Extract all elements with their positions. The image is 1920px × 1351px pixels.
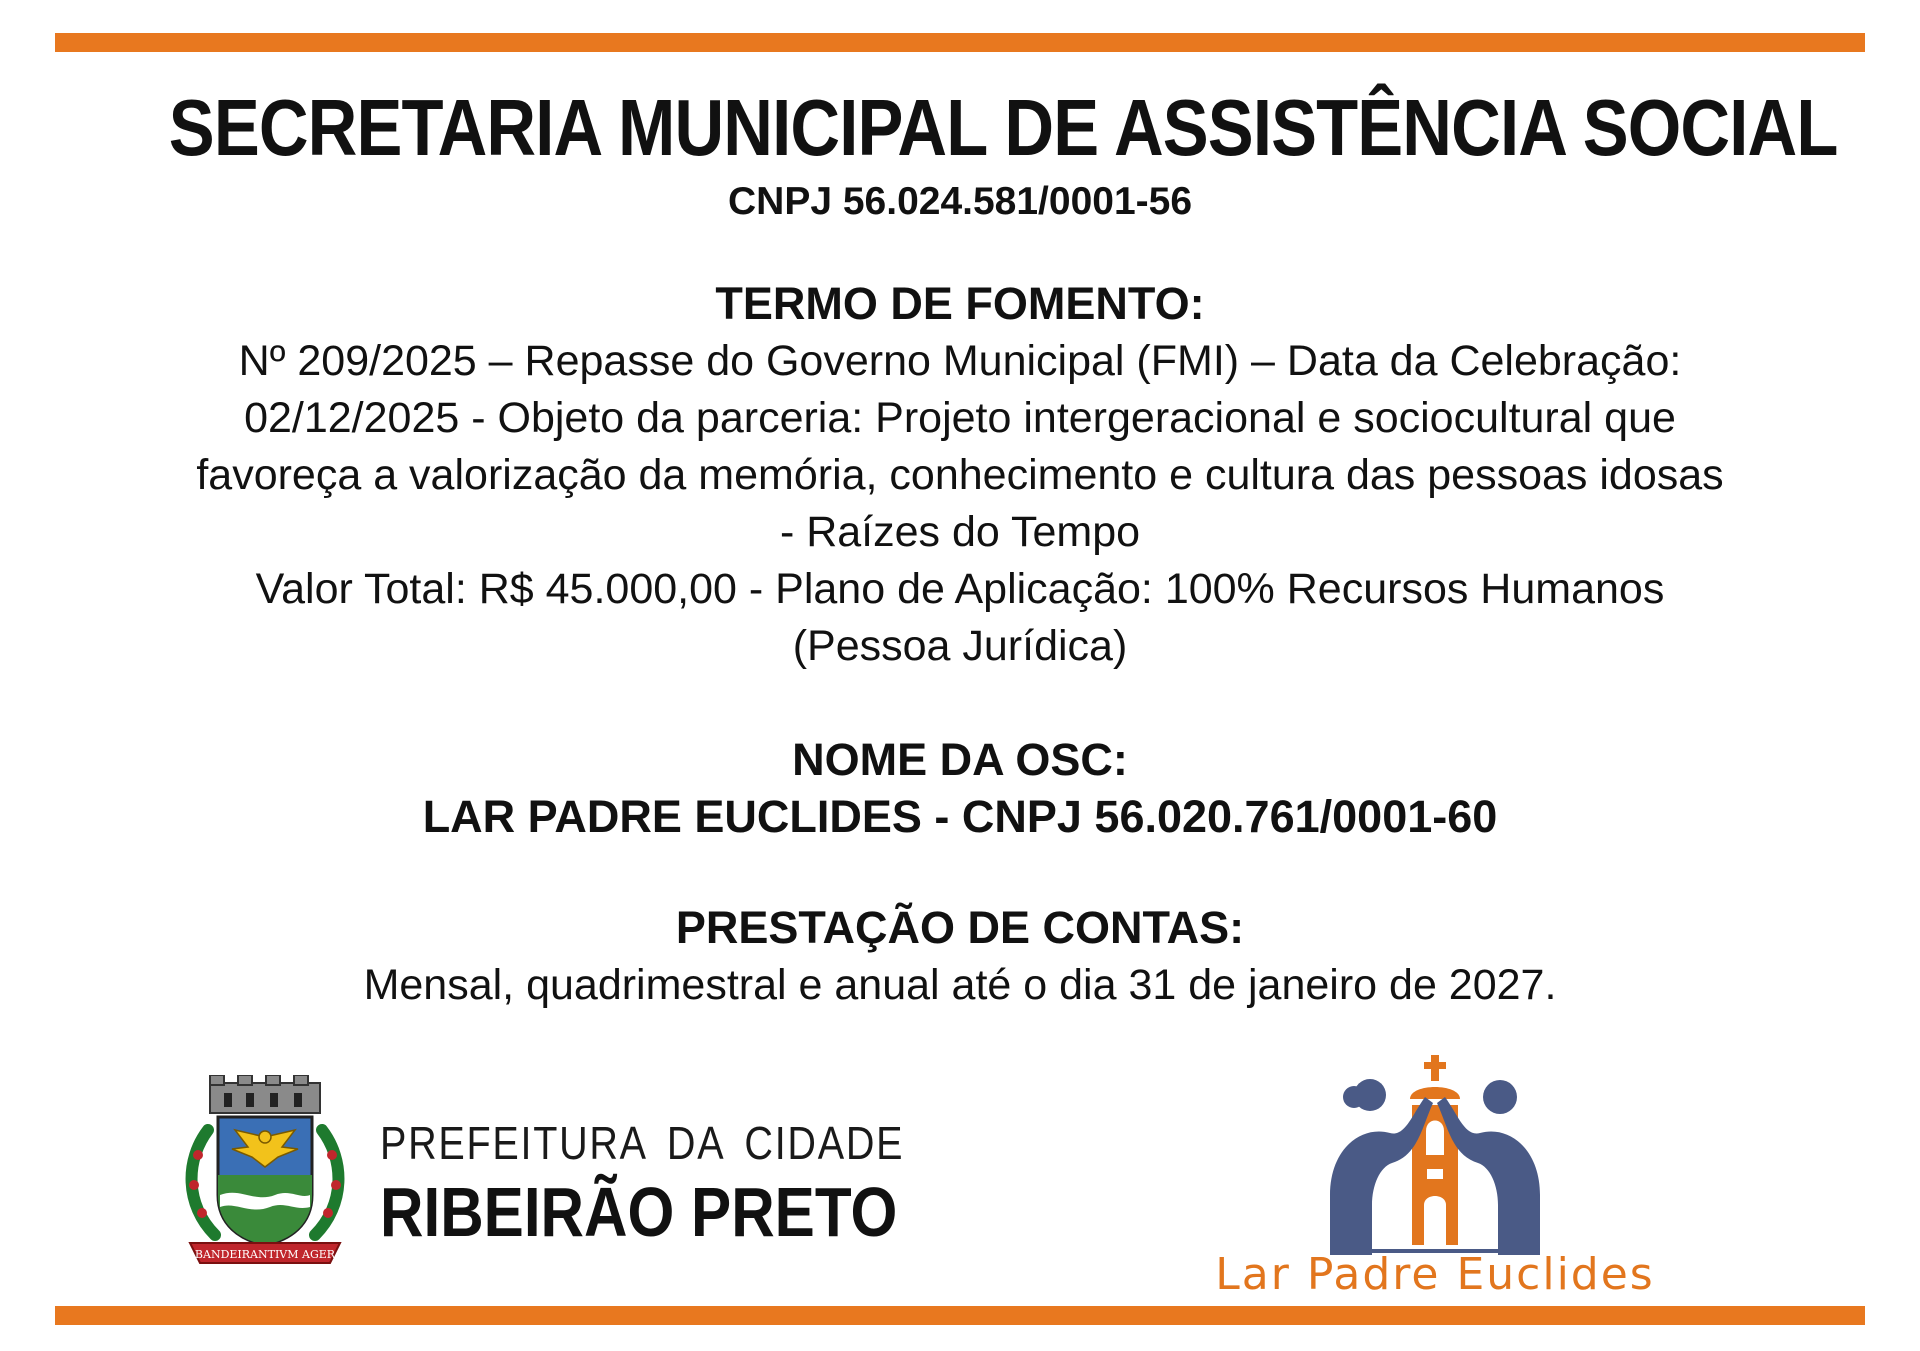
contas-body: Mensal, quadrimestral e anual até o dia 31 de janeiro de 2027. [363,961,1557,1009]
fomento-line: (Pessoa Jurídica) [792,622,1128,670]
secretaria-cnpj: CNPJ 56.024.581/0001-56 [727,180,1193,223]
fomento-line: - Raízes do Tempo [779,508,1141,556]
bottom-orange-rule [55,1306,1865,1325]
fomento-heading: TERMO DE FOMENTO: [715,278,1205,329]
osc-heading: NOME DA OSC: [792,734,1128,785]
crest-motto: BANDEIRANTIVM AGER [194,1248,336,1261]
osc-name: LAR PADRE EUCLIDES - CNPJ 56.020.761/0001-60 [422,791,1498,842]
fomento-body [40,333,1880,675]
main-title: SECRETARIA MUNICIPAL DE ASSISTÊNCIA SOCIAL [168,83,1838,172]
coat-of-arms-icon [180,1075,350,1270]
top-orange-rule [55,33,1865,52]
prefeitura-label: PREFEITURA DA CIDADE [380,1117,905,1169]
contas-heading: PRESTAÇÃO DE CONTAS: [675,902,1245,953]
fomento-line: Nº 209/2025 – Repasse do Governo Municipal (FMI) – Data da Celebração: [238,337,1682,385]
church-and-people-icon [1300,1055,1570,1255]
lar-logo-text: Lar Padre Euclides [1215,1249,1655,1300]
fomento-line: favoreça a valorização da memória, conhecimento e cultura das pessoas idosas [196,451,1724,499]
fomento-line: 02/12/2025 - Objeto da parceria: Projeto intergeracional e sociocultural que [244,394,1676,442]
prefeitura-city: RIBEIRÃO PRETO [380,1173,898,1251]
fomento-line: Valor Total: R$ 45.000,00 - Plano de Aplicação: 100% Recursos Humanos [255,565,1665,613]
